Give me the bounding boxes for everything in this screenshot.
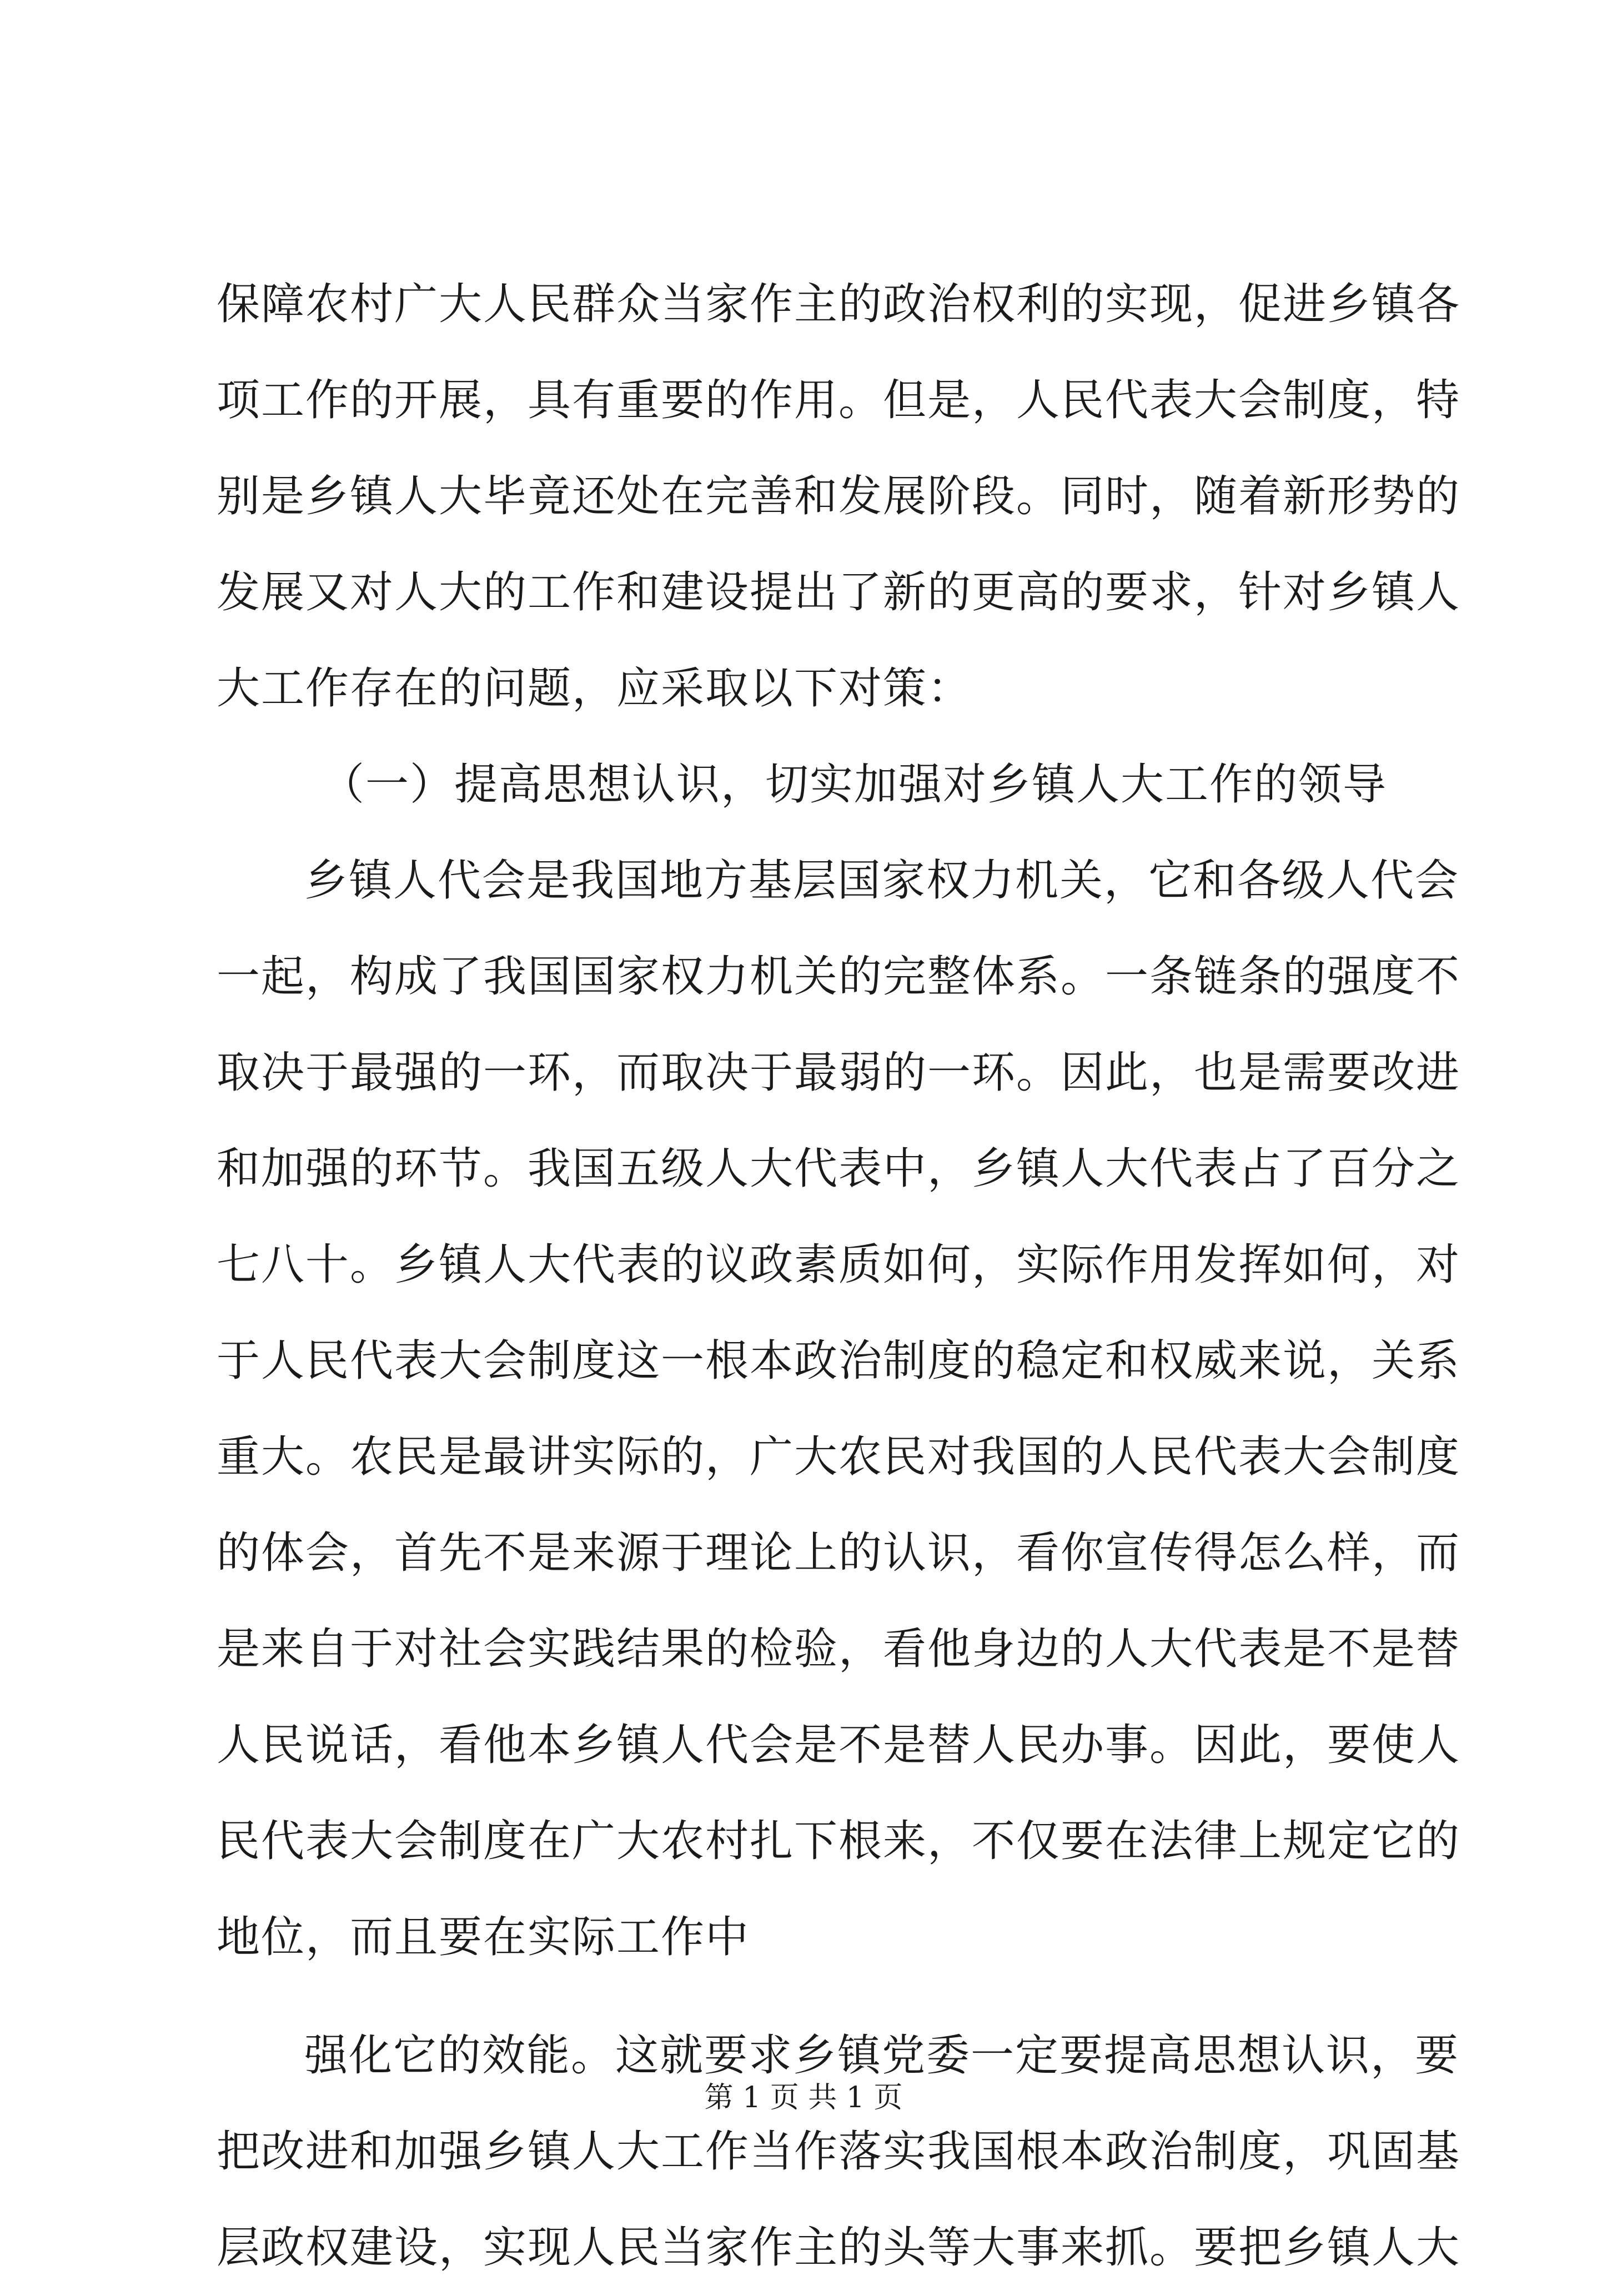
- text-line: 七八十。乡镇人大代表的议政素质如何，实际作用发挥如何，对: [217, 1240, 1461, 1290]
- text-line: 乡镇人代会是我国地方基层国家权力机关，它和各级人代会: [304, 856, 1460, 906]
- text-line: 于人民代表大会制度这一根本政治制度的稳定和权威来说，关系: [217, 1336, 1461, 1386]
- document-body: [217, 257, 1461, 2296]
- text-line: 取决于最强的一环，而取决于最弱的一环。因此，也是需要改进: [217, 1048, 1461, 1098]
- text-line: 是来自于对社会实践结果的检验，看他身边的人大代表是不是替: [217, 1624, 1461, 1674]
- page-footer: [0, 2076, 1607, 2120]
- page-number-label: 第 1 页 共 1 页: [704, 2081, 903, 2114]
- text-line: 项工作的开展，具有重要的作用。但是，人民代表大会制度，特: [217, 375, 1461, 425]
- text-line: 一起，构成了我国国家权力机关的完整体系。一条链条的强度不: [217, 952, 1461, 1002]
- text-line: 和加强的环节。我国五级人大代表中，乡镇人大代表占了百分之: [217, 1144, 1461, 1194]
- text-line: 层政权建设，实现人民当家作主的头等大事来抓。要把乡镇人大: [217, 2223, 1461, 2273]
- text-line: 的体会，首先不是来源于理论上的认识，看你宣传得怎么样，而: [217, 1528, 1461, 1578]
- text-line: 把改进和加强乡镇人大工作当作落实我国根本政治制度，巩固基: [217, 2127, 1461, 2177]
- text-line: 保障农村广大人民群众当家作主的政治权利的实现，促进乡镇各: [217, 279, 1461, 329]
- text-line: 重大。农民是最讲实际的，广大农民对我国的人民代表大会制度: [217, 1432, 1461, 1482]
- text-line: 大工作存在的问题，应采取以下对策：: [217, 664, 972, 714]
- paragraph-gap: [217, 1986, 1394, 2008]
- section-heading: （一）提高思想认识，切实加强对乡镇人大工作的领导: [321, 760, 1388, 810]
- text-line: 地位，而且要在实际工作中: [217, 1912, 750, 1962]
- text-line: 别是乡镇人大毕竟还处在完善和发展阶段。同时，随着新形势的: [217, 471, 1461, 521]
- text-line: 人民说话，看他本乡镇人代会是不是替人民办事。因此，要使人: [217, 1720, 1461, 1770]
- text-line: 强化它的效能。这就要求乡镇党委一定要提高思想认识，要: [304, 2031, 1460, 2081]
- text-line: 民代表大会制度在广大农村扎下根来，不仅要在法律上规定它的: [217, 1816, 1461, 1866]
- text-line: 发展又对人大的工作和建设提出了新的更高的要求，针对乡镇人: [217, 567, 1461, 617]
